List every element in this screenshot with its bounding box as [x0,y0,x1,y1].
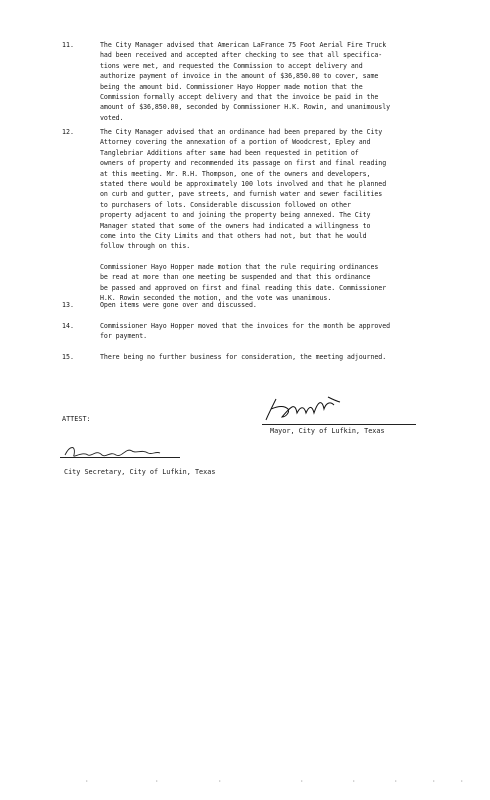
mayor-label-area [270,418,385,437]
minutes-item-15 [62,352,472,362]
secretary-label-area [64,459,215,478]
paragraph [100,321,472,342]
scan-speck: · [460,778,464,785]
scan-speck: · [394,778,398,785]
text-line: amount of $36,850.00, seconded by Commissioner H.K. Rowin, and unanimously [100,103,391,112]
scan-speck: · [155,778,159,785]
text-line: be read at more than one meeting be suspended and that this ordinance [100,273,371,282]
mayor-label: Mayor, City of Lufkin, Texas [270,427,385,435]
text-line: had been received and accepted after checking to see that all specifica- [100,51,383,60]
text-line: stated there would be approximately 100 lots involved and that he planned [100,180,387,189]
scan-speck: · [432,778,436,785]
scan-artifacts [0,778,490,788]
text-line: Commissioner Hayo Hopper made motion that the rule requiring ordinances [100,262,379,271]
attest-label: ATTEST: [62,415,91,423]
secretary-label: City Secretary, City of Lufkin, Texas [64,468,216,476]
text-line: Manager stated that some of the owners had indicated a willingness to [100,221,371,230]
item-number: 14. [62,322,74,330]
scan-speck: · [300,778,304,785]
minutes-item-14 [62,321,472,342]
item-text [100,300,472,310]
text-line: on curb and gutter, pave streets, and furnish water and sewer facilities [100,190,383,199]
text-line: at this meeting. Mr. R.H. Thompson, one of the owners and developers, [100,169,371,178]
item-number: 13. [62,301,74,309]
scan-speck: · [218,778,222,785]
scan-speck: · [85,778,89,785]
text-line: authorize payment of invoice in the amount of $36,850.00 to cover, same [100,72,379,81]
paragraph [100,352,472,362]
paragraph [100,127,472,252]
item-number: 12. [62,128,74,136]
text-line: Open items were gone over and discussed. [100,301,257,309]
text-line: for payment. [100,332,148,341]
paragraph [100,300,472,310]
text-line: property adjacent to and joining the property being annexed. The City [100,211,371,220]
minutes-item-12 [62,127,472,304]
text-line: come into the City Limits and that others had not, but that he would [100,232,367,241]
item-text [100,40,472,123]
item-text [100,127,472,304]
text-line: The City Manager advised that American LaFrance 75 Foot Aerial Fire Truck [100,41,387,49]
minutes-item-11 [62,40,472,123]
item-text [100,352,472,362]
text-line: being the amount bid. Commissioner Hayo Hopper made motion that the [100,82,363,91]
scan-speck: · [352,778,356,785]
text-line: tions were met, and requested the Commission to accept delivery and [100,61,363,70]
text-line: H.K. Rowin seconded the motion, and the vote was unanimous. [100,294,332,303]
text-line: Attorney covering the annexation of a portion of Woodcrest, Epley and [100,138,371,147]
text-line: owners of property and recommended its passage on first and final reading [100,159,387,168]
text-line: Commission formally accept delivery and that the invoice be paid in the [100,93,379,102]
text-line: to purchasers of lots. Considerable discussion followed on other [100,200,351,209]
text-line: voted. [100,113,124,122]
item-text [100,321,472,342]
text-line: Commissioner Hayo Hopper moved that the invoices for the month be approved [100,322,391,330]
text-line: The City Manager advised that an ordinance had been prepared by the City [100,128,383,136]
text-line: There being no further business for consideration, the meeting adjourned. [100,353,387,361]
text-line: be passed and approved on first and final reading this date. Commissioner [100,283,387,292]
item-number: 11. [62,41,74,49]
text-line: Tanglebriar Additions after same had been requested in petition of [100,148,359,157]
item-number: 15. [62,353,74,361]
paragraph [100,262,472,304]
paragraph [100,40,472,123]
text-line: follow through on this. [100,242,191,251]
minutes-item-13 [62,300,472,310]
secretary-signature-line [60,457,180,458]
